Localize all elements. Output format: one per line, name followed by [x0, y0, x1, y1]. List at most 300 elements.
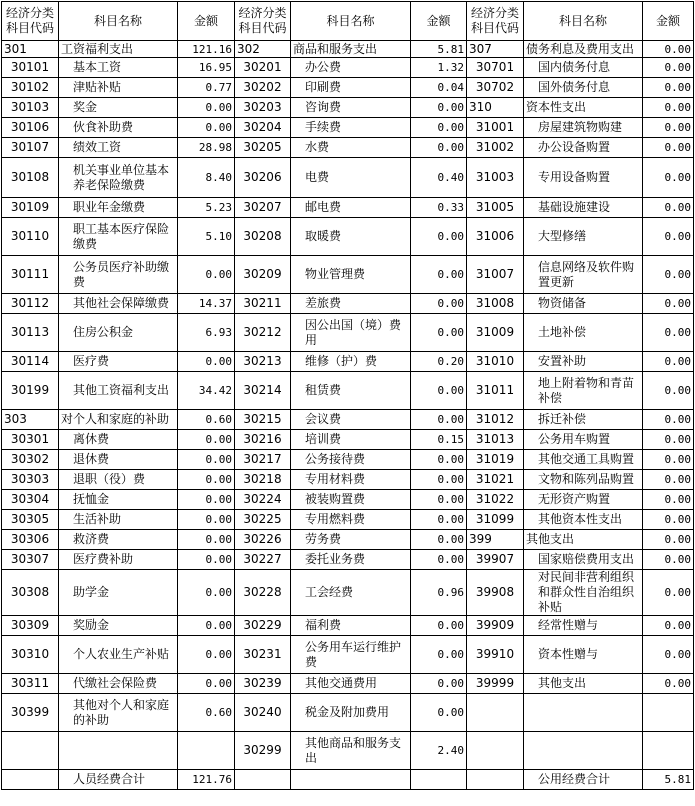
amount: 8.40: [178, 158, 235, 198]
amount: 5.10: [178, 218, 235, 256]
account-code: 30112: [2, 294, 59, 314]
account-code: 31007: [467, 256, 524, 294]
amount: 0.15: [411, 430, 467, 450]
account-code: 31005: [467, 198, 524, 218]
amount: 34.42: [178, 372, 235, 410]
amount: 0.00: [178, 470, 235, 490]
table-row: [2, 352, 694, 372]
header-code: 经济分类科目代码: [235, 2, 291, 41]
account-name: 退休费: [59, 450, 178, 470]
amount: 0.00: [411, 530, 467, 550]
account-name: 资本性赠与: [524, 636, 643, 674]
amount: 0.00: [178, 530, 235, 550]
table-row: [2, 550, 694, 570]
amount: 0.04: [411, 78, 467, 98]
account-name: 国外债务付息: [524, 78, 643, 98]
amount: 5.23: [178, 198, 235, 218]
account-name: 信息网络及软件购置更新: [524, 256, 643, 294]
amount: [643, 694, 694, 732]
table-row: [2, 294, 694, 314]
account-code: 30214: [235, 372, 291, 410]
amount: 0.00: [643, 41, 694, 58]
account-code: 30308: [2, 570, 59, 616]
table-row: [2, 372, 694, 410]
account-code: 30199: [2, 372, 59, 410]
account-code: 39910: [467, 636, 524, 674]
account-name: 债务利息及费用支出: [524, 41, 643, 58]
header-row: [2, 2, 694, 41]
amount: 28.98: [178, 138, 235, 158]
amount: 0.00: [643, 294, 694, 314]
account-code: 39907: [467, 550, 524, 570]
account-code: 30303: [2, 470, 59, 490]
account-name: 其他交通工具购置: [524, 450, 643, 470]
header-name: 科目名称: [524, 2, 643, 41]
amount: 0.77: [178, 78, 235, 98]
table-row: [2, 530, 694, 550]
header-code: 经济分类科目代码: [467, 2, 524, 41]
table-row: [2, 410, 694, 430]
table-body: [2, 41, 694, 770]
amount: 0.00: [178, 352, 235, 372]
account-name: 物业管理费: [291, 256, 411, 294]
account-code: 30207: [235, 198, 291, 218]
account-name: 救济费: [59, 530, 178, 550]
account-name: 电费: [291, 158, 411, 198]
table-row: [2, 41, 694, 58]
account-code: 39999: [467, 674, 524, 694]
account-name: 绩效工资: [59, 138, 178, 158]
total-empty-cell: [235, 770, 291, 790]
account-code: 30107: [2, 138, 59, 158]
account-name: 福利费: [291, 616, 411, 636]
account-name: 手续费: [291, 118, 411, 138]
account-code: 30205: [235, 138, 291, 158]
account-name: 其他社会保障缴费: [59, 294, 178, 314]
header-amount: 金额: [411, 2, 467, 41]
account-code: 39908: [467, 570, 524, 616]
account-name: 土地补偿: [524, 314, 643, 352]
account-name: 税金及附加费用: [291, 694, 411, 732]
amount: 0.00: [643, 218, 694, 256]
amount: 0.00: [411, 410, 467, 430]
amount: 0.00: [643, 352, 694, 372]
table-row: [2, 450, 694, 470]
amount: 0.40: [411, 158, 467, 198]
table-row: [2, 98, 694, 118]
amount: 0.00: [643, 674, 694, 694]
account-name: 大型修缮: [524, 218, 643, 256]
account-name: 退职（役）费: [59, 470, 178, 490]
account-code: 30201: [235, 58, 291, 78]
account-name: 专用材料费: [291, 470, 411, 490]
header-amount: 金额: [643, 2, 694, 41]
amount: 0.00: [411, 470, 467, 490]
account-code: 30217: [235, 450, 291, 470]
amount: 0.00: [643, 78, 694, 98]
account-code: 30231: [235, 636, 291, 674]
amount: 0.00: [411, 550, 467, 570]
account-name: 咨询费: [291, 98, 411, 118]
total-empty-cell: [2, 770, 59, 790]
account-name: 代缴社会保险费: [59, 674, 178, 694]
account-code: 30305: [2, 510, 59, 530]
amount: 0.20: [411, 352, 467, 372]
account-name: 伙食补助费: [59, 118, 178, 138]
amount: 16.95: [178, 58, 235, 78]
account-name: 专用燃料费: [291, 510, 411, 530]
public-total-label: 公用经费合计: [524, 770, 643, 790]
amount: [643, 732, 694, 770]
amount: 0.00: [178, 430, 235, 450]
account-name: 奖励金: [59, 616, 178, 636]
account-code: 31012: [467, 410, 524, 430]
amount: 0.00: [643, 470, 694, 490]
amount: 0.00: [411, 490, 467, 510]
account-code: 30311: [2, 674, 59, 694]
total-empty-cell: [411, 770, 467, 790]
account-name: 其他支出: [524, 530, 643, 550]
amount: 0.00: [643, 158, 694, 198]
account-name: 办公设备购置: [524, 138, 643, 158]
totals-row: [2, 770, 694, 790]
account-name: 医疗费: [59, 352, 178, 372]
account-code: 31011: [467, 372, 524, 410]
table-row: [2, 694, 694, 732]
amount: 14.37: [178, 294, 235, 314]
amount: 6.93: [178, 314, 235, 352]
account-name: 其他资本性支出: [524, 510, 643, 530]
amount: 0.00: [178, 570, 235, 616]
account-code: 31003: [467, 158, 524, 198]
amount: 0.00: [643, 410, 694, 430]
account-name: 因公出国（境）费用: [291, 314, 411, 352]
account-code: 30211: [235, 294, 291, 314]
amount: 0.00: [411, 118, 467, 138]
account-name: 离休费: [59, 430, 178, 450]
account-name: 国内债务付息: [524, 58, 643, 78]
amount: 0.00: [178, 256, 235, 294]
amount: 0.00: [178, 636, 235, 674]
account-name: 商品和服务支出: [291, 41, 411, 58]
amount: 0.00: [411, 674, 467, 694]
account-code: 31019: [467, 450, 524, 470]
amount: 0.00: [643, 430, 694, 450]
amount: 0.00: [643, 550, 694, 570]
account-code: 30702: [467, 78, 524, 98]
account-code: 31001: [467, 118, 524, 138]
account-name: 其他商品和服务支出: [291, 732, 411, 770]
amount: 0.00: [643, 118, 694, 138]
amount: 0.60: [178, 410, 235, 430]
table-row: [2, 470, 694, 490]
table-row: [2, 314, 694, 352]
account-code: 30103: [2, 98, 59, 118]
account-code: 30227: [235, 550, 291, 570]
amount: 1.32: [411, 58, 467, 78]
amount: 0.00: [643, 530, 694, 550]
amount: 0.00: [411, 636, 467, 674]
account-code: 30399: [2, 694, 59, 732]
account-code: 31021: [467, 470, 524, 490]
account-name: [59, 732, 178, 770]
table-row: [2, 138, 694, 158]
account-code: 30228: [235, 570, 291, 616]
account-name: 医疗费补助: [59, 550, 178, 570]
account-name: 其他工资福利支出: [59, 372, 178, 410]
amount: 0.00: [178, 616, 235, 636]
account-name: 安置补助: [524, 352, 643, 372]
account-code: 30106: [2, 118, 59, 138]
table-row: [2, 732, 694, 770]
table-row: [2, 58, 694, 78]
account-name: 奖金: [59, 98, 178, 118]
account-code: 31010: [467, 352, 524, 372]
amount: 0.00: [411, 294, 467, 314]
account-name: 公务接待费: [291, 450, 411, 470]
amount: 0.00: [411, 694, 467, 732]
account-name: 办公费: [291, 58, 411, 78]
amount: 0.96: [411, 570, 467, 616]
account-name: 被装购置费: [291, 490, 411, 510]
account-name: 文物和陈列品购置: [524, 470, 643, 490]
amount: 0.00: [643, 490, 694, 510]
account-name: 职业年金缴费: [59, 198, 178, 218]
account-name: 基础设施建设: [524, 198, 643, 218]
table-row: [2, 158, 694, 198]
account-code: 30309: [2, 616, 59, 636]
account-name: 劳务费: [291, 530, 411, 550]
table-row: [2, 198, 694, 218]
personnel-total-label: 人员经费合计: [59, 770, 178, 790]
account-code: 30111: [2, 256, 59, 294]
account-code: 30102: [2, 78, 59, 98]
account-name: 对民间非营利组织和群众性自治组织补贴: [524, 570, 643, 616]
account-code: 31002: [467, 138, 524, 158]
amount: 0.00: [411, 616, 467, 636]
account-name: 对个人和家庭的补助: [59, 410, 178, 430]
account-name: 工会经费: [291, 570, 411, 616]
amount: 0.00: [411, 98, 467, 118]
total-empty-cell: [291, 770, 411, 790]
amount: 0.00: [411, 450, 467, 470]
account-code: 30216: [235, 430, 291, 450]
account-name: 物资储备: [524, 294, 643, 314]
amount: 0.00: [178, 450, 235, 470]
account-code: 303: [2, 410, 59, 430]
account-code: 31009: [467, 314, 524, 352]
account-code: 30113: [2, 314, 59, 352]
amount: 0.00: [643, 616, 694, 636]
header-name: 科目名称: [59, 2, 178, 41]
account-name: 会议费: [291, 410, 411, 430]
account-name: 机关事业单位基本养老保险缴费: [59, 158, 178, 198]
account-name: 资本性支出: [524, 98, 643, 118]
table-row: [2, 570, 694, 616]
amount: 0.00: [411, 510, 467, 530]
account-name: 拆迁补偿: [524, 410, 643, 430]
account-code: 30301: [2, 430, 59, 450]
public-total-amount: 5.81: [643, 770, 694, 790]
table-row: [2, 674, 694, 694]
account-name: 委托业务费: [291, 550, 411, 570]
account-code: [467, 732, 524, 770]
account-code: 31022: [467, 490, 524, 510]
account-code: 30218: [235, 470, 291, 490]
amount: 0.00: [643, 450, 694, 470]
account-code: 30208: [235, 218, 291, 256]
account-name: 维修（护）费: [291, 352, 411, 372]
table-row: [2, 78, 694, 98]
account-name: 印刷费: [291, 78, 411, 98]
account-name: 生活补助: [59, 510, 178, 530]
amount: 0.00: [178, 550, 235, 570]
account-code: 30299: [235, 732, 291, 770]
account-code: 301: [2, 41, 59, 58]
account-name: 抚恤金: [59, 490, 178, 510]
account-code: 30212: [235, 314, 291, 352]
account-code: 30302: [2, 450, 59, 470]
amount: 0.00: [178, 118, 235, 138]
table-row: [2, 118, 694, 138]
account-name: 津贴补贴: [59, 78, 178, 98]
account-code: 30114: [2, 352, 59, 372]
table-row: [2, 218, 694, 256]
account-code: 30239: [235, 674, 291, 694]
account-code: 30109: [2, 198, 59, 218]
table-row: [2, 256, 694, 294]
amount: 0.00: [643, 636, 694, 674]
account-name: 其他对个人和家庭的补助: [59, 694, 178, 732]
amount: 0.60: [178, 694, 235, 732]
amount: 0.00: [178, 674, 235, 694]
account-code: 31013: [467, 430, 524, 450]
header-name: 科目名称: [291, 2, 411, 41]
amount: 0.00: [178, 490, 235, 510]
amount: 0.00: [411, 372, 467, 410]
amount: 0.00: [643, 256, 694, 294]
account-code: 30306: [2, 530, 59, 550]
personnel-total-amount: 121.76: [178, 770, 235, 790]
account-code: 30101: [2, 58, 59, 78]
account-code: 30110: [2, 218, 59, 256]
account-name: 取暖费: [291, 218, 411, 256]
account-name: 地上附着物和青苗补偿: [524, 372, 643, 410]
account-name: 专用设备购置: [524, 158, 643, 198]
table-row: [2, 616, 694, 636]
account-code: 30701: [467, 58, 524, 78]
amount: 0.00: [643, 138, 694, 158]
account-code: 30206: [235, 158, 291, 198]
amount: 121.16: [178, 41, 235, 58]
table-row: [2, 490, 694, 510]
account-name: 水费: [291, 138, 411, 158]
account-code: 399: [467, 530, 524, 550]
account-code: 31099: [467, 510, 524, 530]
account-name: 住房公积金: [59, 314, 178, 352]
account-code: 30202: [235, 78, 291, 98]
amount: [178, 732, 235, 770]
account-code: 302: [235, 41, 291, 58]
amount: 0.00: [178, 98, 235, 118]
account-code: [2, 732, 59, 770]
amount: 0.00: [178, 510, 235, 530]
amount: 2.40: [411, 732, 467, 770]
account-code: 30215: [235, 410, 291, 430]
amount: 0.00: [643, 98, 694, 118]
account-name: 工资福利支出: [59, 41, 178, 58]
header-code: 经济分类科目代码: [2, 2, 59, 41]
account-name: 其他交通费用: [291, 674, 411, 694]
account-code: 30108: [2, 158, 59, 198]
account-code: 310: [467, 98, 524, 118]
account-name: [524, 732, 643, 770]
amount: 0.00: [643, 58, 694, 78]
amount: 5.81: [411, 41, 467, 58]
account-code: 30310: [2, 636, 59, 674]
account-code: 30204: [235, 118, 291, 138]
account-code: 30240: [235, 694, 291, 732]
account-code: 30213: [235, 352, 291, 372]
amount: 0.00: [643, 314, 694, 352]
amount: 0.00: [643, 510, 694, 530]
account-name: 公务用车运行维护费: [291, 636, 411, 674]
account-code: 30304: [2, 490, 59, 510]
account-code: 31006: [467, 218, 524, 256]
account-code: 307: [467, 41, 524, 58]
account-code: 30307: [2, 550, 59, 570]
account-code: 30224: [235, 490, 291, 510]
account-name: 公务员医疗补助缴费: [59, 256, 178, 294]
account-name: 差旅费: [291, 294, 411, 314]
account-name: 培训费: [291, 430, 411, 450]
account-code: 31008: [467, 294, 524, 314]
table-row: [2, 430, 694, 450]
account-code: 30229: [235, 616, 291, 636]
account-name: 基本工资: [59, 58, 178, 78]
account-code: [467, 694, 524, 732]
amount: 0.00: [643, 570, 694, 616]
account-name: 邮电费: [291, 198, 411, 218]
account-code: 30203: [235, 98, 291, 118]
account-name: 个人农业生产补贴: [59, 636, 178, 674]
amount: 0.00: [643, 372, 694, 410]
account-code: 30226: [235, 530, 291, 550]
amount: 0.00: [411, 138, 467, 158]
amount: 0.00: [643, 198, 694, 218]
total-empty-cell: [467, 770, 524, 790]
account-code: 30225: [235, 510, 291, 530]
account-name: 租赁费: [291, 372, 411, 410]
account-name: 其他支出: [524, 674, 643, 694]
account-name: [524, 694, 643, 732]
account-name: 无形资产购置: [524, 490, 643, 510]
table-row: [2, 636, 694, 674]
account-name: 经常性赠与: [524, 616, 643, 636]
account-name: 职工基本医疗保险缴费: [59, 218, 178, 256]
budget-table: [1, 1, 694, 790]
account-name: 国家赔偿费用支出: [524, 550, 643, 570]
amount: 0.00: [411, 218, 467, 256]
amount: 0.33: [411, 198, 467, 218]
amount: 0.00: [411, 314, 467, 352]
amount: 0.00: [411, 256, 467, 294]
account-code: 39909: [467, 616, 524, 636]
header-amount: 金额: [178, 2, 235, 41]
table-row: [2, 510, 694, 530]
account-name: 公务用车购置: [524, 430, 643, 450]
account-code: 30209: [235, 256, 291, 294]
